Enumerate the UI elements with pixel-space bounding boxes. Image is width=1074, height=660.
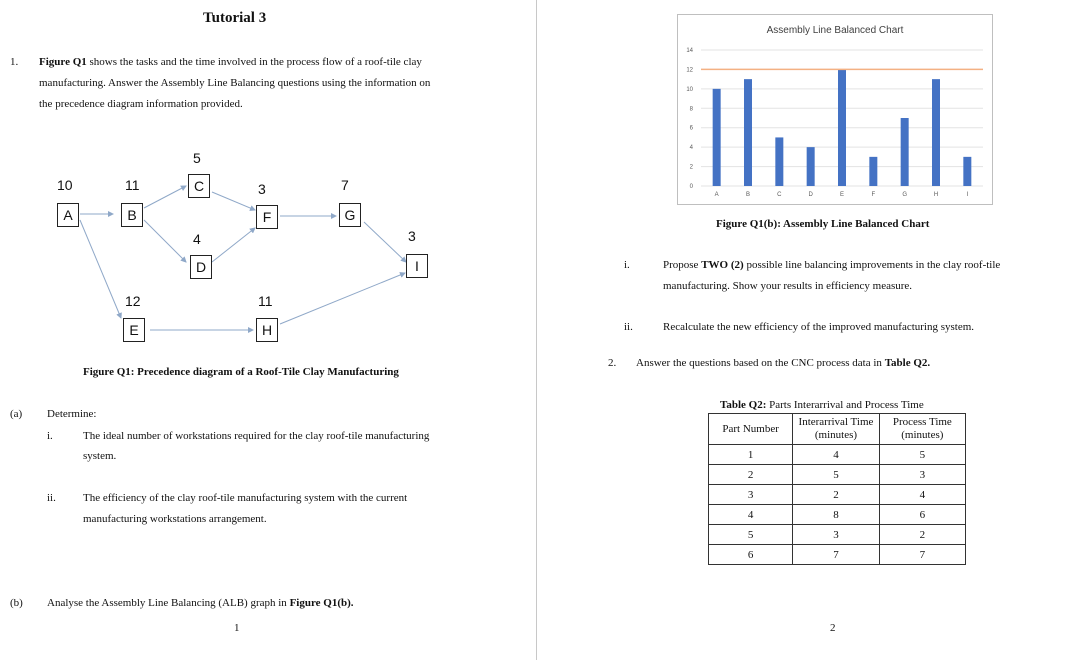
- page-title: Tutorial 3: [203, 10, 267, 26]
- bar-i: [963, 157, 971, 186]
- question-1-number: 1.: [10, 56, 19, 68]
- table-q2-title-bold: Table Q2:: [720, 399, 767, 411]
- assembly-line-chart: [677, 14, 993, 205]
- table-cell: 4: [709, 505, 793, 525]
- task-a-node: A: [57, 203, 79, 227]
- part-a-label: (a): [10, 408, 23, 420]
- table-row: [709, 505, 966, 525]
- edge-b-c: [144, 186, 186, 208]
- question-2-number: 2.: [608, 357, 617, 369]
- part-b-text-body: Analyse the Assembly Line Balancing (ALB) graph in: [47, 597, 290, 609]
- task-i-node: I: [406, 254, 428, 278]
- figure-q1b-ref: Figure Q1(b).: [289, 597, 354, 609]
- task-f-node: F: [256, 205, 278, 229]
- y-tick-label: 8: [689, 106, 693, 113]
- chart-caption: Figure Q1(b): Assembly Line Balanced Chart: [716, 218, 930, 230]
- part-a-ii-line-2: manufacturing workstations arrangement.: [83, 513, 267, 525]
- table-cell: 4: [879, 485, 965, 505]
- task-g-node: G: [339, 203, 361, 227]
- table-q2: [708, 413, 966, 565]
- part-b-i-line-2: manufacturing. Show your results in efficiency measure.: [663, 280, 913, 292]
- bar-e: [838, 69, 846, 186]
- y-tick-label: 2: [689, 164, 693, 171]
- question-1-line-3: the precedence diagram information provided.: [39, 98, 243, 110]
- table-header-row: [709, 414, 966, 445]
- y-tick-label: 12: [686, 67, 693, 74]
- question-2-text: [636, 357, 930, 369]
- task-d-node: D: [190, 255, 212, 279]
- edge-g-i: [364, 222, 406, 262]
- header-part-number: Part Number: [709, 414, 793, 445]
- task-h-time: 11: [258, 293, 273, 309]
- part-b-ii-text: Recalculate the new efficiency of the improved manufacturing system.: [663, 321, 975, 333]
- bar-b: [744, 79, 752, 186]
- figure-q1-ref: Figure Q1: [39, 56, 87, 68]
- header-interarrival: Interarrival Time (minutes): [793, 414, 879, 445]
- table-cell: 2: [709, 465, 793, 485]
- x-tick-label: F: [871, 192, 876, 198]
- task-b-node: B: [121, 203, 143, 227]
- question-2-text-pre: Answer the questions based on the CNC process data in: [636, 357, 885, 369]
- y-tick-label: 14: [686, 48, 693, 54]
- table-cell: 5: [793, 465, 879, 485]
- part-a-text: Determine:: [47, 408, 97, 420]
- question-1-line-1-text: shows the tasks and the time involved in the process flow of a roof-tile clay: [86, 56, 422, 68]
- y-tick-label: 4: [689, 145, 693, 152]
- part-b-i-post: possible line balancing improvements in the clay roof-tile: [743, 259, 1001, 271]
- table-q2-title: [720, 399, 924, 411]
- chart-title: Assembly Line Balanced Chart: [766, 25, 904, 36]
- part-b-i-line-1: [663, 259, 1000, 271]
- table-cell: 4: [793, 445, 879, 465]
- part-a-ii-label: ii.: [47, 492, 56, 504]
- task-b-time: 11: [125, 177, 140, 193]
- table-cell: 3: [879, 465, 965, 485]
- bar-h: [932, 79, 940, 186]
- x-tick-label: A: [714, 192, 719, 198]
- x-tick-label: I: [966, 192, 969, 198]
- table-cell: 7: [879, 545, 965, 565]
- part-a-i-line-2: system.: [83, 450, 117, 462]
- task-g-time: 7: [341, 177, 349, 193]
- table-cell: 3: [709, 485, 793, 505]
- diagram-caption: Figure Q1: Precedence diagram of a Roof-Tile Clay Manufacturing: [83, 366, 399, 378]
- x-tick-label: G: [902, 192, 908, 198]
- table-q2-ref: Table Q2.: [884, 357, 931, 369]
- x-tick-label: E: [839, 192, 845, 198]
- table-cell: 5: [709, 525, 793, 545]
- table-cell: 2: [879, 525, 965, 545]
- table-row: [709, 545, 966, 565]
- question-1-line-2: manufacturing. Answer the Assembly Line Balancing questions using the information on: [39, 77, 431, 89]
- header-process-time: Process Time (minutes): [879, 414, 965, 445]
- table-cell: 2: [793, 485, 879, 505]
- x-tick-label: C: [777, 192, 782, 198]
- table-cell: 5: [879, 445, 965, 465]
- part-b-i-label: i.: [624, 259, 630, 271]
- y-tick-label: 6: [689, 125, 693, 132]
- table-cell: 8: [793, 505, 879, 525]
- x-tick-label: B: [745, 192, 751, 198]
- table-cell: 6: [879, 505, 965, 525]
- page-number-2: 2: [830, 622, 836, 634]
- part-a-i-label: i.: [47, 430, 53, 442]
- table-cell: 1: [709, 445, 793, 465]
- part-b-i-pre: Propose: [663, 259, 702, 271]
- page-2: [538, 0, 1074, 660]
- task-c-node: C: [188, 174, 210, 198]
- part-b-text: [47, 597, 354, 609]
- y-tick-label: 10: [686, 86, 693, 93]
- part-b-i-bold: TWO (2): [701, 259, 744, 271]
- table-cell: 3: [793, 525, 879, 545]
- x-tick-label: H: [933, 192, 939, 198]
- task-d-time: 4: [193, 231, 201, 247]
- table-row: [709, 465, 966, 485]
- edge-c-f: [212, 192, 255, 210]
- bar-d: [807, 147, 815, 186]
- chart-frame: [678, 15, 993, 205]
- bar-a: [713, 89, 721, 186]
- table-q2-title-rest: Parts Interarrival and Process Time: [766, 399, 924, 411]
- task-h-node: H: [256, 318, 278, 342]
- table-row: [709, 485, 966, 505]
- table-row: [709, 445, 966, 465]
- table-row: [709, 525, 966, 545]
- bar-f: [869, 157, 877, 186]
- page-divider: [536, 0, 537, 660]
- edge-a-e: [80, 220, 121, 318]
- part-b-ii-label: ii.: [624, 321, 633, 333]
- part-a-ii-line-1: The efficiency of the clay roof-tile manufacturing system with the current: [83, 492, 408, 504]
- task-e-node: E: [123, 318, 145, 342]
- task-a-time: 10: [57, 177, 73, 193]
- edge-b-d: [144, 220, 186, 262]
- task-i-time: 3: [408, 228, 416, 244]
- task-f-time: 3: [258, 181, 266, 197]
- part-a-i-line-1: The ideal number of workstations required for the clay roof-tile manufacturing: [83, 430, 430, 442]
- task-c-time: 5: [193, 150, 201, 166]
- page-1: [0, 0, 536, 660]
- table-cell: 6: [709, 545, 793, 565]
- part-b-label: (b): [10, 597, 23, 609]
- task-e-time: 12: [125, 293, 141, 309]
- y-tick-label: 0: [689, 184, 693, 190]
- page-number-1: 1: [234, 622, 240, 634]
- table-cell: 7: [793, 545, 879, 565]
- bar-g: [901, 118, 909, 186]
- x-tick-label: D: [808, 192, 813, 198]
- bar-c: [775, 137, 783, 186]
- edge-d-f: [212, 228, 255, 262]
- edge-h-i: [280, 273, 405, 324]
